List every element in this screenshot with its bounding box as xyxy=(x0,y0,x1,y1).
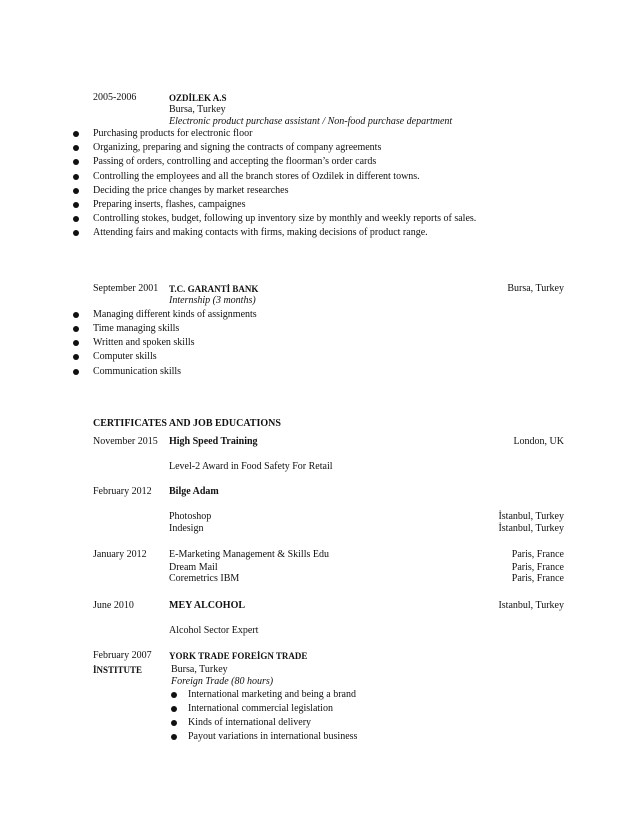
cert-location: İstanbul, Turkey xyxy=(498,511,564,522)
list-item: Controlling stokes, budget, following up inventory size by monthly and weekly reports of sales. xyxy=(93,213,477,224)
bullet-icon xyxy=(171,692,177,698)
list-item: International marketing and being a brand xyxy=(188,689,356,700)
bullet-icon xyxy=(73,340,79,346)
cert-title: YORK TRADE FOREİGN TRADE xyxy=(169,651,308,661)
bullet-icon xyxy=(73,202,79,208)
cert-location: London, UK xyxy=(513,436,564,447)
cert-item: Photoshop xyxy=(169,511,212,522)
section-heading: CERTIFICATES AND JOB EDUCATIONS xyxy=(93,418,281,429)
cert-location: Paris, France xyxy=(511,562,564,573)
cert-location: Paris, France xyxy=(511,549,564,560)
bullet-icon xyxy=(73,145,79,151)
bullet-icon xyxy=(73,369,79,375)
job1-role: Electronic product purchase assistant / Non-food purchase department xyxy=(169,116,453,127)
list-item: Communication skills xyxy=(93,366,182,377)
cert-date: November 2015 xyxy=(93,436,158,447)
cert-item: E-Marketing Management & Skills Edu xyxy=(169,549,329,560)
bullet-icon xyxy=(171,734,177,740)
job2-role: Internship (3 months) xyxy=(169,295,256,306)
bullet-icon xyxy=(73,312,79,318)
list-item: Preparing inserts, flashes, campaignes xyxy=(93,199,246,210)
job1-location: Bursa, Turkey xyxy=(169,104,226,115)
list-item: Organizing, preparing and signing the contracts of company agreements xyxy=(93,142,382,153)
bullet-icon xyxy=(73,188,79,194)
bullet-icon xyxy=(73,354,79,360)
cert-date: February 2007 xyxy=(93,650,152,661)
cert-title: Bilge Adam xyxy=(169,486,219,497)
list-item: Time managing skills xyxy=(93,323,180,334)
list-item: Attending fairs and making contacts with firms, making decisions of product range. xyxy=(93,227,428,238)
list-item: Computer skills xyxy=(93,351,157,362)
job1-company: OZDİLEK A.S xyxy=(169,93,227,103)
list-item: Deciding the price changes by market researches xyxy=(93,185,289,196)
list-item: Passing of orders, controlling and accepting the floorman’s order cards xyxy=(93,156,377,167)
bullet-icon xyxy=(73,159,79,165)
cert-course: Foreign Trade (80 hours) xyxy=(171,676,274,687)
cert-location: Istanbul, Turkey xyxy=(498,600,564,611)
cert-detail: Level-2 Award in Food Safety For Retail xyxy=(169,461,333,472)
cert-item: Coremetrics IBM xyxy=(169,573,240,584)
list-item: Kinds of international delivery xyxy=(188,717,312,728)
cert-location: İstanbul, Turkey xyxy=(498,523,564,534)
cert-date: January 2012 xyxy=(93,549,147,560)
job2-location: Bursa, Turkey xyxy=(507,283,564,294)
bullet-icon xyxy=(73,174,79,180)
list-item: Controlling the employees and all the branch stores of Ozdilek in different towns. xyxy=(93,171,420,182)
list-item: Managing different kinds of assignments xyxy=(93,309,257,320)
bullet-icon xyxy=(73,326,79,332)
job2-company: T.C. GARANTİ BANK xyxy=(169,284,259,294)
cert-location: Bursa, Turkey xyxy=(171,664,228,675)
cert-title: MEY ALCOHOL xyxy=(169,600,246,611)
list-item: Written and spoken skills xyxy=(93,337,195,348)
cert-item: Indesign xyxy=(169,523,204,534)
bullet-icon xyxy=(73,230,79,236)
bullet-icon xyxy=(171,706,177,712)
cert-item: Dream Mail xyxy=(169,562,218,573)
list-item: Purchasing products for electronic floor xyxy=(93,128,253,139)
cert-location: Paris, France xyxy=(511,573,564,584)
bullet-icon xyxy=(73,131,79,137)
list-item: Payout variations in international business xyxy=(188,731,358,742)
job1-dates: 2005-2006 xyxy=(93,92,137,103)
cert-date: February 2012 xyxy=(93,486,152,497)
bullet-icon xyxy=(73,216,79,222)
job2-dates: September 2001 xyxy=(93,283,159,294)
cert-date-line2: İNSTITUTE xyxy=(93,665,143,675)
bullet-icon xyxy=(171,720,177,726)
cert-date: June 2010 xyxy=(93,600,134,611)
cert-detail: Alcohol Sector Expert xyxy=(169,625,259,636)
cert-title: High Speed Training xyxy=(169,436,258,447)
list-item: International commercial legislation xyxy=(188,703,333,714)
